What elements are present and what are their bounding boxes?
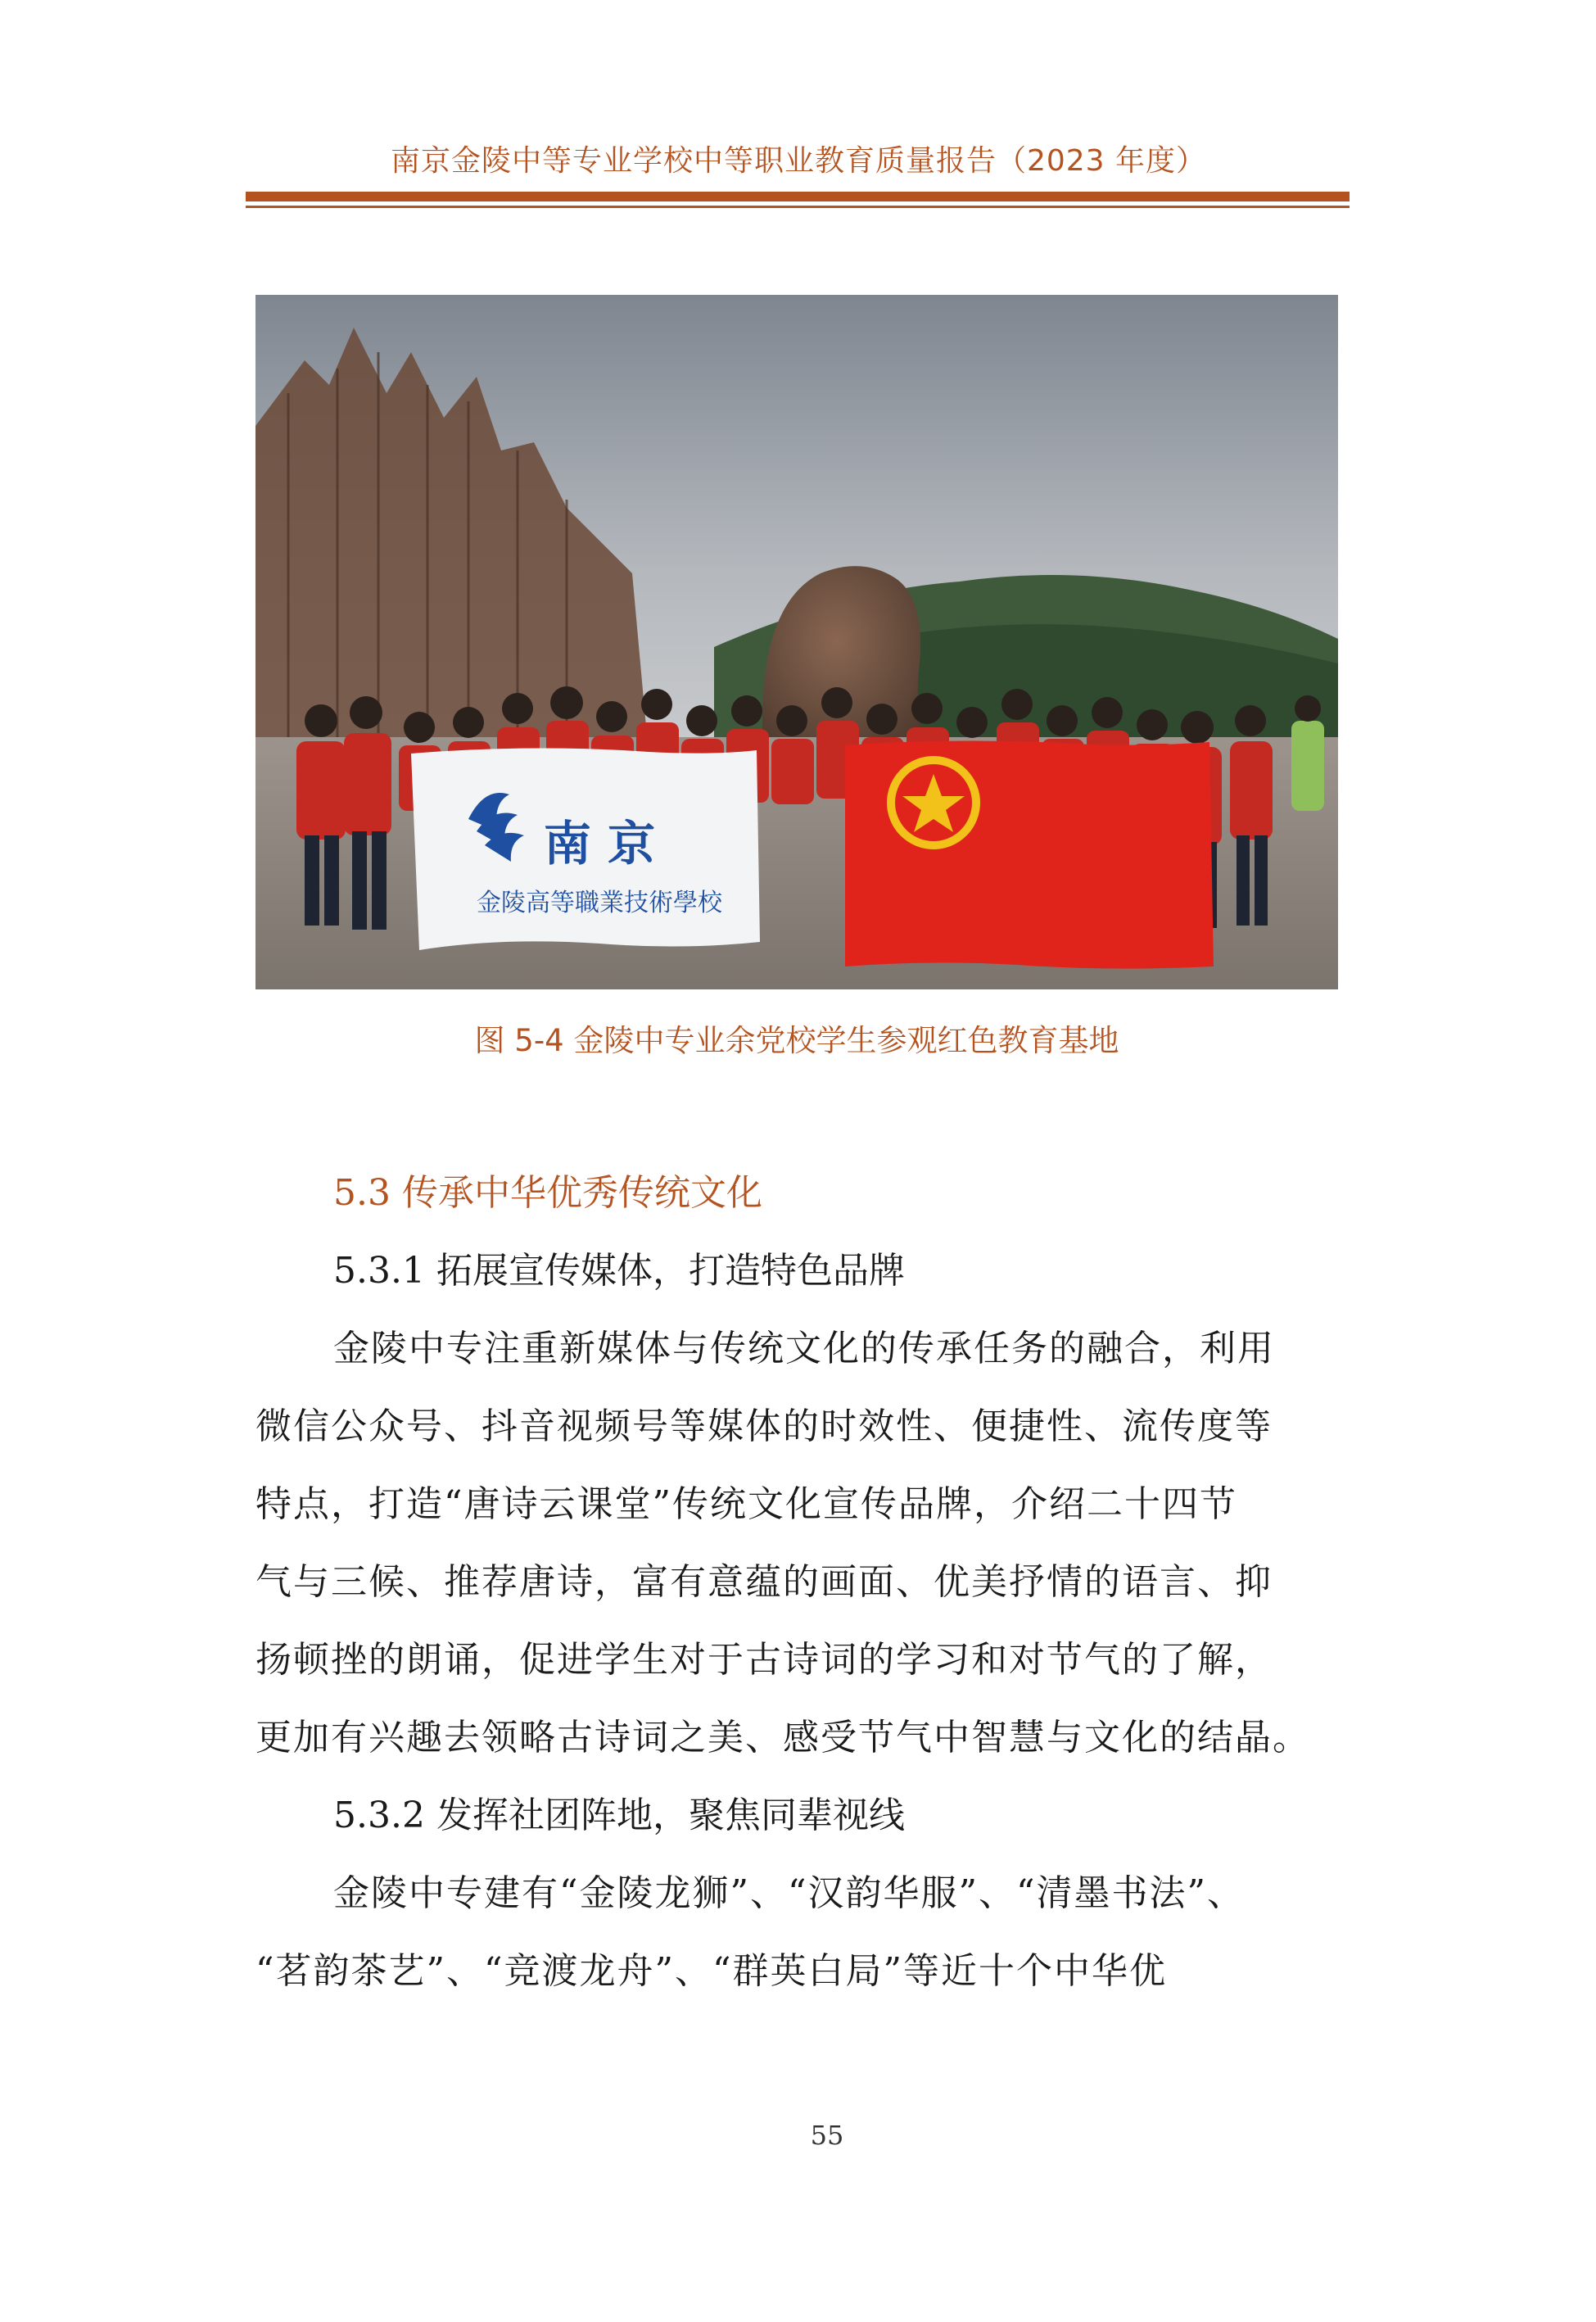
paragraph-line: 更加有兴趣去领略古诗词之美、感受节气中智慧与文化的结晶。 — [255, 1717, 1310, 1758]
school-banner — [411, 748, 760, 950]
page-number: 55 — [810, 2120, 844, 2151]
paragraph-line: 金陵中专注重新媒体与传统文化的传承任务的融合，利用 — [333, 1328, 1275, 1369]
paragraph-line: 特点，打造“唐诗云课堂”传统文化宣传品牌，介绍二十四节 — [255, 1483, 1237, 1525]
figure-photo — [255, 295, 1338, 989]
paragraph-line: 扬顿挫的朗诵，促进学生对于古诗词的学习和对节气的了解， — [255, 1639, 1273, 1681]
header-rule — [246, 192, 1350, 210]
paragraph-line: 微信公众号、抖音视频号等媒体的时效性、便捷性、流传度等 — [255, 1405, 1273, 1447]
figure-caption: 图 5-4 金陵中专业余党校学生参观红色教育基地 — [474, 1023, 1119, 1058]
section-heading: 5.3 传承中华优秀传统文化 — [333, 1172, 762, 1214]
paragraph-line: 气与三候、推荐唐诗，富有意蕴的画面、优美抒情的语言、抑 — [255, 1561, 1273, 1603]
subheading-5-3-1: 5.3.1 拓展宣传媒体，打造特色品牌 — [333, 1250, 905, 1292]
banner-subtitle: 金陵高等職業技術學校 — [477, 889, 722, 917]
page-header-title: 南京金陵中等专业学校中等职业教育质量报告（2023 年度） — [390, 144, 1207, 178]
paragraph-line: 金陵中专建有“金陵龙狮”、“汉韵华服”、“清墨书法”、 — [333, 1872, 1245, 1914]
subheading-5-3-2: 5.3.2 发挥社团阵地，聚焦同辈视线 — [333, 1795, 905, 1836]
youth-league-flag — [845, 740, 1214, 968]
banner-title: 南 京 — [543, 816, 656, 871]
paragraph-line: “茗韵茶艺”、“竞渡龙舟”、“群英白局”等近十个中华优 — [255, 1950, 1167, 1992]
